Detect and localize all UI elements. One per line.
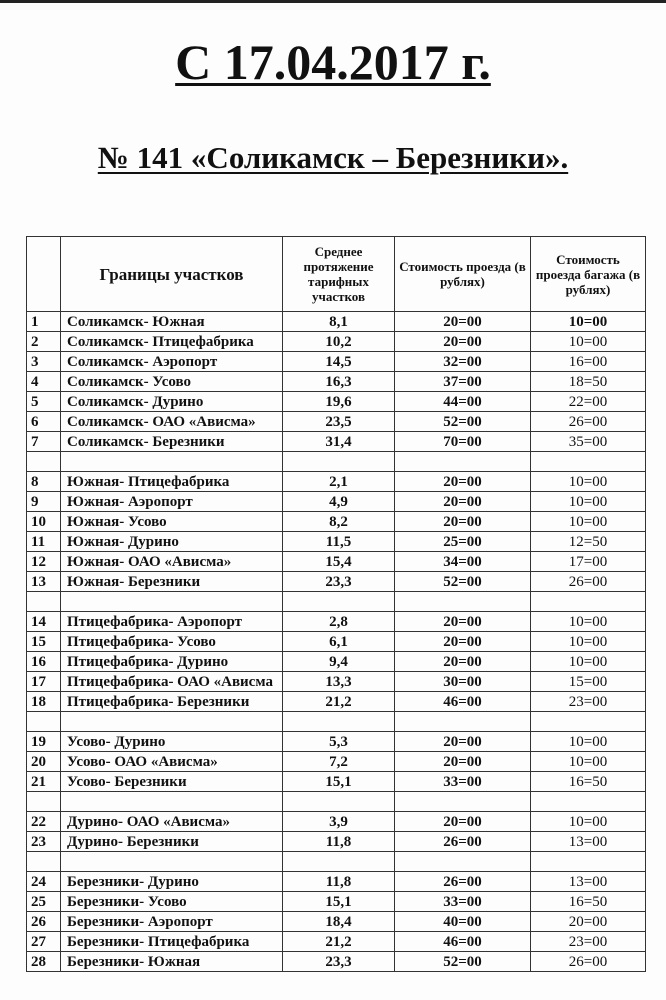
distance-cell: 14,5 — [283, 352, 395, 372]
empty-cell — [27, 852, 61, 872]
distance-cell: 10,2 — [283, 332, 395, 352]
distance-cell: 8,1 — [283, 312, 395, 332]
route-cell: Птицефабрика- Аэропорт — [61, 612, 283, 632]
table-row — [27, 692, 646, 712]
fare-cell: 20=00 — [395, 512, 531, 532]
header-num — [27, 237, 61, 312]
header-fare: Стоимость проезда (в рублях) — [395, 237, 531, 312]
empty-cell — [283, 852, 395, 872]
row-number: 10 — [27, 512, 61, 532]
empty-cell — [61, 712, 283, 732]
row-number: 3 — [27, 352, 61, 372]
distance-cell: 23,3 — [283, 952, 395, 972]
row-number: 16 — [27, 652, 61, 672]
table-row — [27, 612, 646, 632]
route-title: № 141 «Соликамск – Березники». — [97, 140, 569, 175]
route-cell: Усово- ОАО «Ависма» — [61, 752, 283, 772]
distance-cell: 4,9 — [283, 492, 395, 512]
row-number: 21 — [27, 772, 61, 792]
table-row — [27, 552, 646, 572]
baggage-cell: 10=00 — [531, 472, 646, 492]
table-row — [27, 912, 646, 932]
fare-cell: 20=00 — [395, 632, 531, 652]
row-number: 27 — [27, 932, 61, 952]
empty-cell — [61, 452, 283, 472]
baggage-cell: 10=00 — [531, 652, 646, 672]
empty-cell — [395, 592, 531, 612]
table-row — [27, 332, 646, 352]
route-cell: Соликамск- Дурино — [61, 392, 283, 412]
table-header-row — [27, 237, 646, 312]
row-number: 13 — [27, 572, 61, 592]
table-row — [27, 632, 646, 652]
route-cell: Соликамск- Южная — [61, 312, 283, 332]
empty-cell — [61, 852, 283, 872]
row-number: 28 — [27, 952, 61, 972]
empty-cell — [395, 852, 531, 872]
row-number: 20 — [27, 752, 61, 772]
baggage-cell: 13=00 — [531, 872, 646, 892]
row-number: 22 — [27, 812, 61, 832]
table-row — [27, 412, 646, 432]
distance-cell: 21,2 — [283, 932, 395, 952]
fare-cell: 20=00 — [395, 752, 531, 772]
baggage-cell: 23=00 — [531, 932, 646, 952]
baggage-cell: 16=00 — [531, 352, 646, 372]
empty-cell — [61, 792, 283, 812]
row-number: 23 — [27, 832, 61, 852]
table-row — [27, 532, 646, 552]
route-cell: Южная- ОАО «Ависма» — [61, 552, 283, 572]
fare-cell: 44=00 — [395, 392, 531, 412]
spacer-row — [27, 452, 646, 472]
route-cell: Усово- Дурино — [61, 732, 283, 752]
empty-cell — [395, 452, 531, 472]
table-row — [27, 872, 646, 892]
fare-cell: 20=00 — [395, 812, 531, 832]
baggage-cell: 26=00 — [531, 412, 646, 432]
fare-cell: 20=00 — [395, 612, 531, 632]
route-cell: Соликамск- ОАО «Ависма» — [61, 412, 283, 432]
fare-cell: 20=00 — [395, 312, 531, 332]
distance-cell: 15,1 — [283, 772, 395, 792]
empty-cell — [531, 712, 646, 732]
fare-cell: 20=00 — [395, 492, 531, 512]
distance-cell: 11,8 — [283, 872, 395, 892]
baggage-cell: 20=00 — [531, 912, 646, 932]
baggage-cell: 10=00 — [531, 812, 646, 832]
route-cell: Соликамск- Усово — [61, 372, 283, 392]
row-number: 4 — [27, 372, 61, 392]
table-body — [27, 312, 646, 972]
fare-table — [26, 236, 646, 972]
table-row — [27, 732, 646, 752]
table-row — [27, 572, 646, 592]
table-row — [27, 952, 646, 972]
distance-cell: 8,2 — [283, 512, 395, 532]
route-cell: Южная- Аэропорт — [61, 492, 283, 512]
baggage-cell: 10=00 — [531, 332, 646, 352]
route-cell: Дурино- ОАО «Ависма» — [61, 812, 283, 832]
baggage-cell: 23=00 — [531, 692, 646, 712]
empty-cell — [531, 792, 646, 812]
distance-cell: 23,5 — [283, 412, 395, 432]
fare-cell: 70=00 — [395, 432, 531, 452]
route-cell: Птицефабрика- ОАО «Ависма — [61, 672, 283, 692]
header-baggage: Стоимость проезда багажа (в рублях) — [531, 237, 646, 312]
fare-cell: 32=00 — [395, 352, 531, 372]
row-number: 8 — [27, 472, 61, 492]
empty-cell — [395, 712, 531, 732]
table-row — [27, 432, 646, 452]
fare-cell: 37=00 — [395, 372, 531, 392]
route-cell: Южная- Усово — [61, 512, 283, 532]
fare-cell: 20=00 — [395, 732, 531, 752]
fare-cell: 52=00 — [395, 412, 531, 432]
baggage-cell: 26=00 — [531, 952, 646, 972]
effective-date-title: С 17.04.2017 г. — [175, 34, 491, 90]
row-number: 11 — [27, 532, 61, 552]
distance-cell: 9,4 — [283, 652, 395, 672]
route-cell: Березники- Южная — [61, 952, 283, 972]
route-cell: Соликамск- Аэропорт — [61, 352, 283, 372]
empty-cell — [531, 592, 646, 612]
baggage-cell: 16=50 — [531, 772, 646, 792]
table-row — [27, 672, 646, 692]
table-row — [27, 892, 646, 912]
route-cell: Южная- Дурино — [61, 532, 283, 552]
route-cell: Южная- Птицефабрика — [61, 472, 283, 492]
table-row — [27, 812, 646, 832]
distance-cell: 11,8 — [283, 832, 395, 852]
distance-cell: 31,4 — [283, 432, 395, 452]
route-cell: Дурино- Березники — [61, 832, 283, 852]
empty-cell — [283, 792, 395, 812]
baggage-cell: 10=00 — [531, 612, 646, 632]
baggage-cell: 16=50 — [531, 892, 646, 912]
fare-cell: 30=00 — [395, 672, 531, 692]
row-number: 2 — [27, 332, 61, 352]
fare-cell: 33=00 — [395, 892, 531, 912]
spacer-row — [27, 592, 646, 612]
empty-cell — [531, 452, 646, 472]
row-number: 19 — [27, 732, 61, 752]
empty-cell — [27, 452, 61, 472]
header-section: Границы участков — [61, 237, 283, 312]
table-row — [27, 392, 646, 412]
fare-cell: 20=00 — [395, 472, 531, 492]
spacer-row — [27, 852, 646, 872]
row-number: 1 — [27, 312, 61, 332]
distance-cell: 2,1 — [283, 472, 395, 492]
baggage-cell: 10=00 — [531, 512, 646, 532]
route-cell: Березники- Аэропорт — [61, 912, 283, 932]
row-number: 6 — [27, 412, 61, 432]
empty-cell — [283, 712, 395, 732]
baggage-cell: 18=50 — [531, 372, 646, 392]
empty-cell — [283, 592, 395, 612]
baggage-cell: 26=00 — [531, 572, 646, 592]
distance-cell: 11,5 — [283, 532, 395, 552]
empty-cell — [531, 852, 646, 872]
baggage-cell: 10=00 — [531, 312, 646, 332]
route-cell: Птицефабрика- Усово — [61, 632, 283, 652]
table-row — [27, 652, 646, 672]
table-row — [27, 832, 646, 852]
row-number: 12 — [27, 552, 61, 572]
route-cell: Соликамск- Березники — [61, 432, 283, 452]
table-row — [27, 312, 646, 332]
fare-cell: 52=00 — [395, 952, 531, 972]
distance-cell: 19,6 — [283, 392, 395, 412]
fare-cell: 26=00 — [395, 872, 531, 892]
distance-cell: 2,8 — [283, 612, 395, 632]
fare-cell: 20=00 — [395, 652, 531, 672]
empty-cell — [395, 792, 531, 812]
route-cell: Птицефабрика- Березники — [61, 692, 283, 712]
distance-cell: 21,2 — [283, 692, 395, 712]
fare-cell: 25=00 — [395, 532, 531, 552]
distance-cell: 3,9 — [283, 812, 395, 832]
empty-cell — [27, 592, 61, 612]
row-number: 15 — [27, 632, 61, 652]
scan-edge — [0, 0, 666, 3]
empty-cell — [27, 792, 61, 812]
distance-cell: 13,3 — [283, 672, 395, 692]
table-row — [27, 372, 646, 392]
row-number: 7 — [27, 432, 61, 452]
distance-cell: 7,2 — [283, 752, 395, 772]
baggage-cell: 10=00 — [531, 632, 646, 652]
baggage-cell: 10=00 — [531, 752, 646, 772]
baggage-cell: 17=00 — [531, 552, 646, 572]
fare-cell: 52=00 — [395, 572, 531, 592]
fare-cell: 40=00 — [395, 912, 531, 932]
baggage-cell: 35=00 — [531, 432, 646, 452]
table-row — [27, 352, 646, 372]
route-cell: Усово- Березники — [61, 772, 283, 792]
baggage-cell: 10=00 — [531, 732, 646, 752]
distance-cell: 15,4 — [283, 552, 395, 572]
fare-cell: 46=00 — [395, 932, 531, 952]
row-number: 25 — [27, 892, 61, 912]
distance-cell: 23,3 — [283, 572, 395, 592]
baggage-cell: 13=00 — [531, 832, 646, 852]
table-row — [27, 932, 646, 952]
route-cell: Южная- Березники — [61, 572, 283, 592]
row-number: 18 — [27, 692, 61, 712]
row-number: 9 — [27, 492, 61, 512]
spacer-row — [27, 792, 646, 812]
spacer-row — [27, 712, 646, 732]
fare-cell: 46=00 — [395, 692, 531, 712]
distance-cell: 16,3 — [283, 372, 395, 392]
empty-cell — [283, 452, 395, 472]
distance-cell: 15,1 — [283, 892, 395, 912]
empty-cell — [27, 712, 61, 732]
baggage-cell: 12=50 — [531, 532, 646, 552]
fare-cell: 20=00 — [395, 332, 531, 352]
route-cell: Соликамск- Птицефабрика — [61, 332, 283, 352]
empty-cell — [61, 592, 283, 612]
route-cell: Березники- Птицефабрика — [61, 932, 283, 952]
table-row — [27, 472, 646, 492]
distance-cell: 18,4 — [283, 912, 395, 932]
row-number: 5 — [27, 392, 61, 412]
table-row — [27, 752, 646, 772]
baggage-cell: 22=00 — [531, 392, 646, 412]
baggage-cell: 10=00 — [531, 492, 646, 512]
table-row — [27, 512, 646, 532]
row-number: 17 — [27, 672, 61, 692]
fare-cell: 33=00 — [395, 772, 531, 792]
distance-cell: 5,3 — [283, 732, 395, 752]
table-row — [27, 492, 646, 512]
table-row — [27, 772, 646, 792]
fare-cell: 26=00 — [395, 832, 531, 852]
header-distance: Среднее протяжение тарифных участков — [283, 237, 395, 312]
row-number: 14 — [27, 612, 61, 632]
route-cell: Птицефабрика- Дурино — [61, 652, 283, 672]
baggage-cell: 15=00 — [531, 672, 646, 692]
route-cell: Березники- Усово — [61, 892, 283, 912]
distance-cell: 6,1 — [283, 632, 395, 652]
row-number: 24 — [27, 872, 61, 892]
fare-cell: 34=00 — [395, 552, 531, 572]
row-number: 26 — [27, 912, 61, 932]
route-cell: Березники- Дурино — [61, 872, 283, 892]
